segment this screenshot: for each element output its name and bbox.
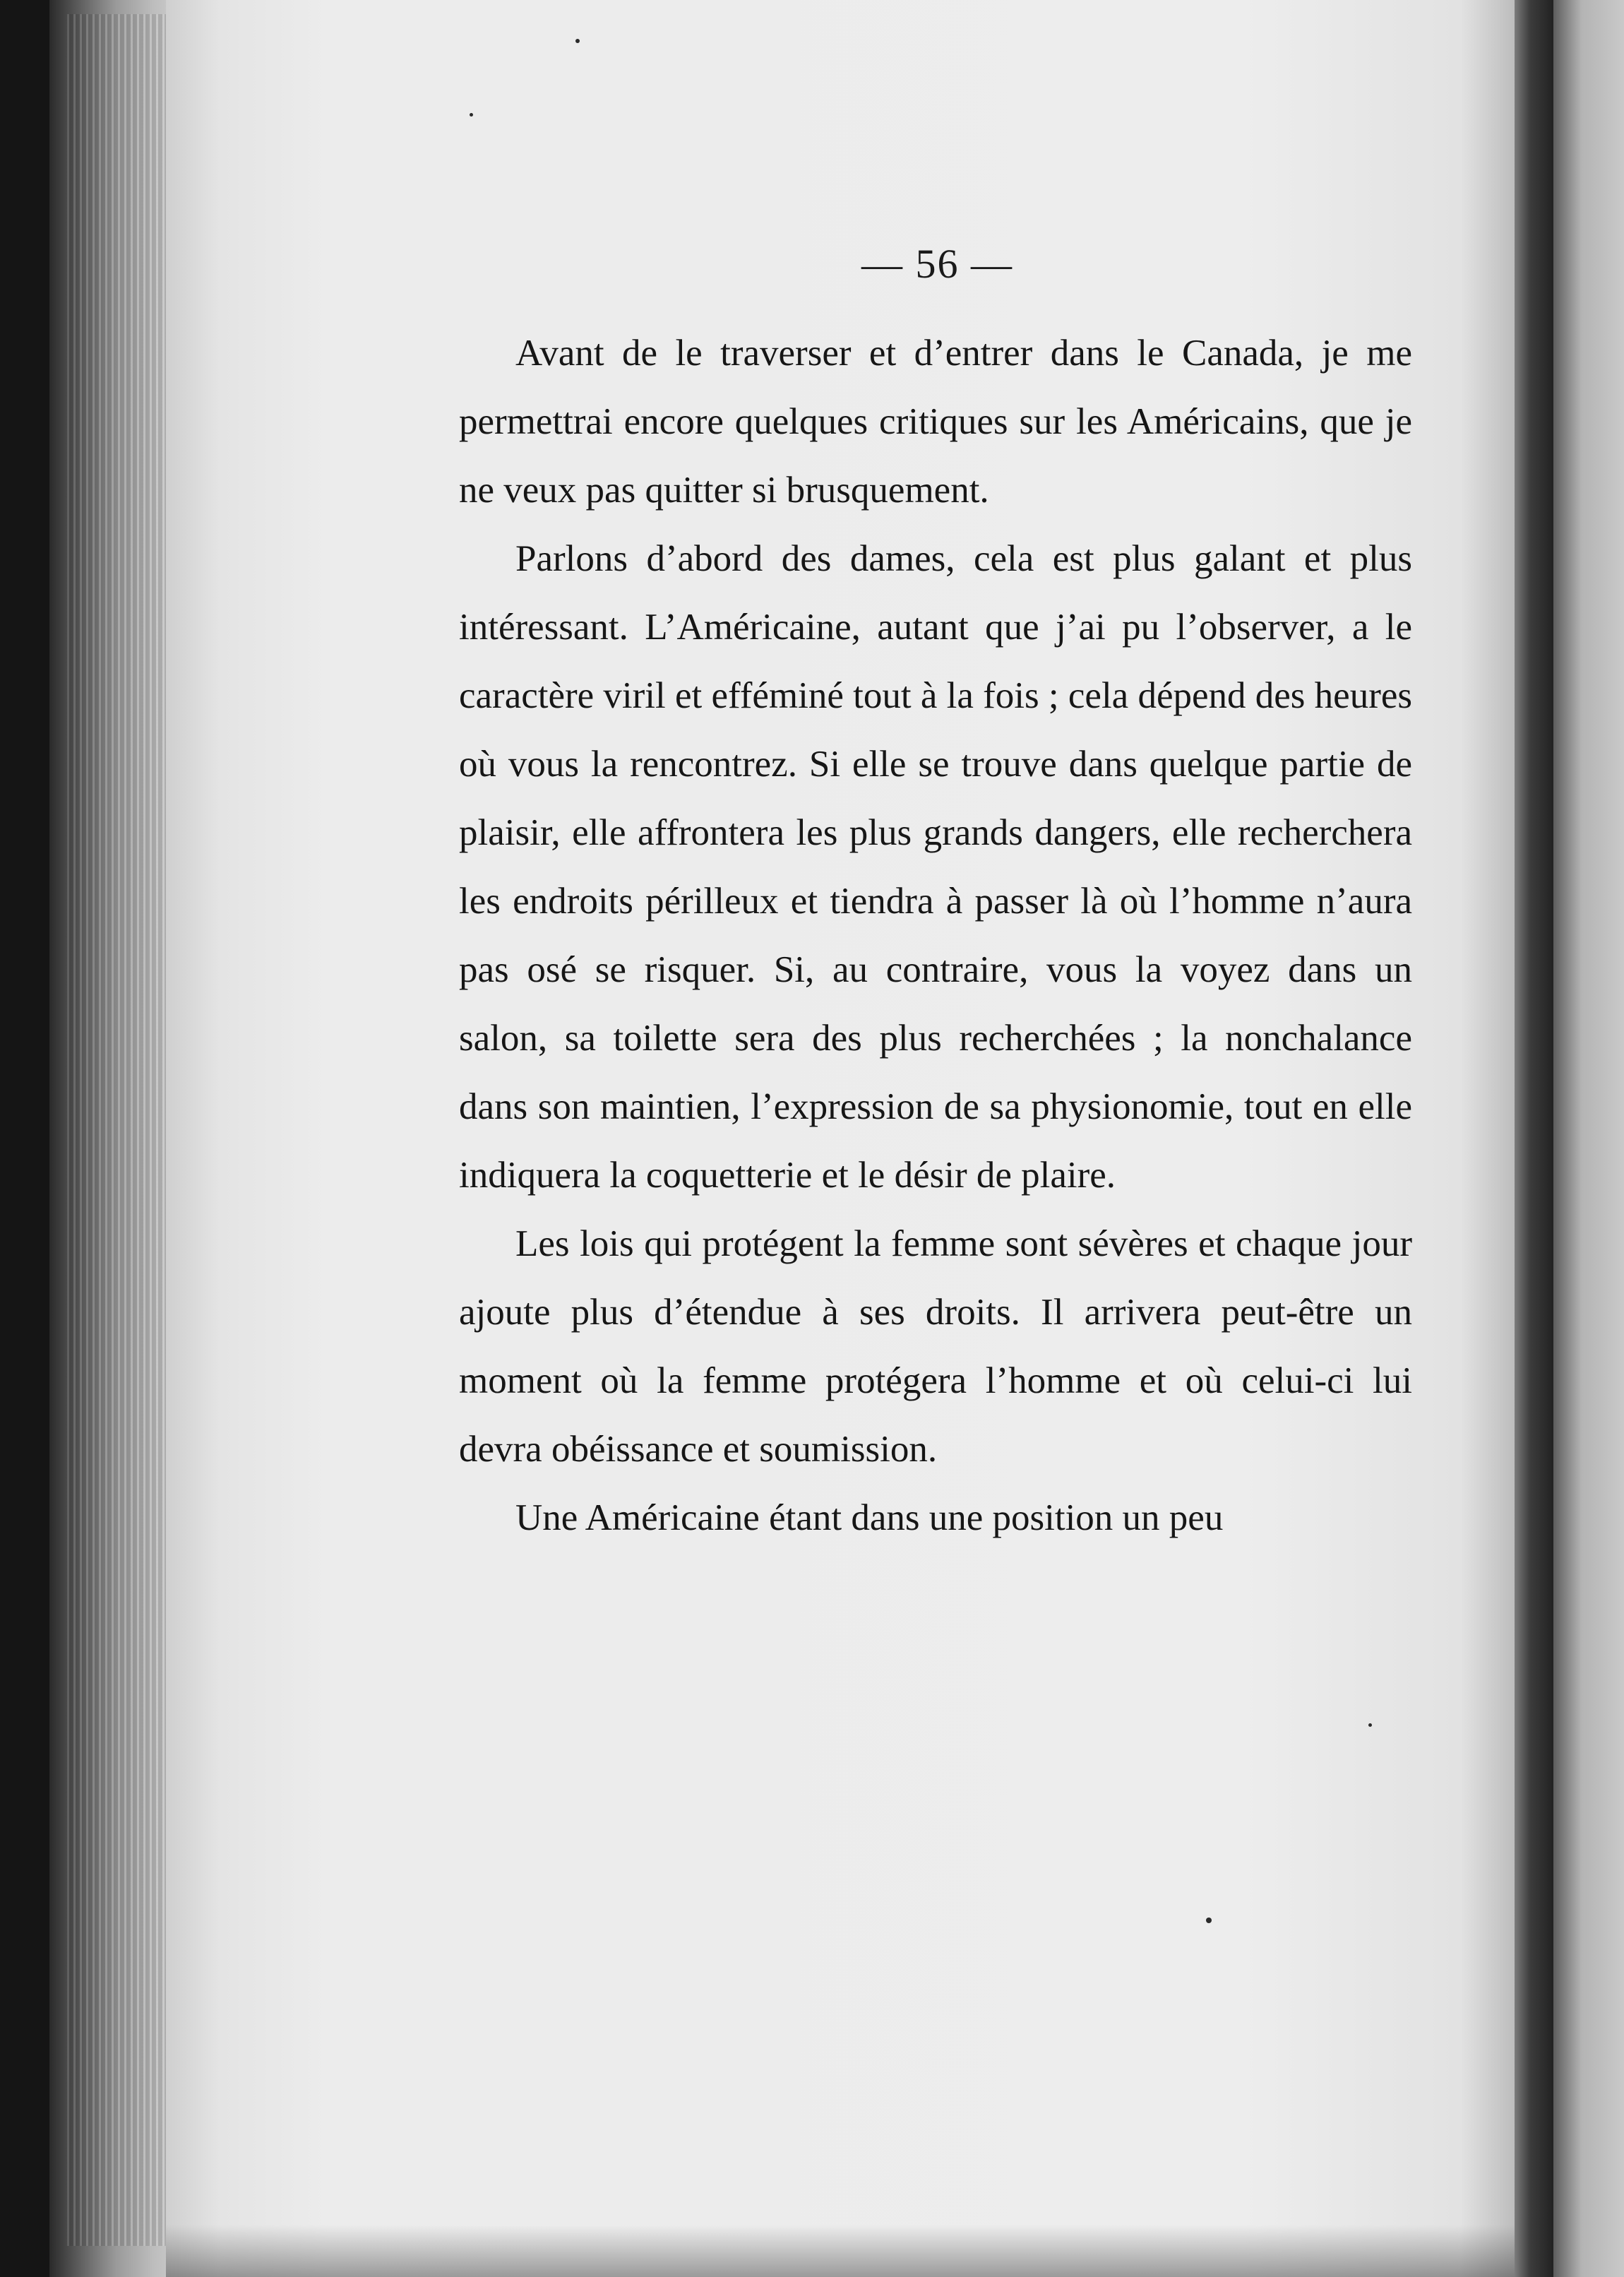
gutter-shadow <box>1515 0 1553 2277</box>
dust-speck <box>1206 1918 1212 1923</box>
paragraph-1: Avant de le traverser et d’entrer dans le Canada, je me permettrai encore quelques critiques sur les Américains, que je ne veux pas quitter si brusquement. <box>459 333 1412 511</box>
body-text <box>459 319 1412 1552</box>
page-edge-lines <box>67 14 173 2246</box>
dust-speck <box>575 39 580 43</box>
paragraph-3: Les lois qui protégent la femme sont sévères et chaque jour ajoute plus d’étendue à ses droits. Il arrivera peut-être un moment où la femme protégera l’homme et où celui-ci lui devra obéissance et soumission. <box>459 1223 1412 1470</box>
dust-speck <box>470 113 473 117</box>
dust-speck <box>1368 1723 1372 1727</box>
bottom-shadow <box>166 2225 1515 2277</box>
page-number: — 56 — <box>861 241 1013 287</box>
paragraph-4: Une Américaine étant dans une position un peu <box>515 1497 1224 1538</box>
facing-page-edge <box>1553 0 1624 2277</box>
paragraph-2: Parlons d’abord des dames, cela est plus galant et plus intéressant. L’Américaine, autant que j’ai pu l’observer, a le caractère viril et efféminé tout à la fois ; cela dépend des heures où vous la rencontrez. Si elle se trouve dans quelque partie de plaisir, elle affrontera les plus grands dangers, elle recherchera les endroits périlleux et tiendra à passer là où l’homme n’aura pas osé se risquer. Si, au contraire, vous la voyez dans un salon, sa toilette sera des plus recherchées ; la nonchalance dans son maintien, l’expression de sa physionomie, tout en elle indiquera la coquetterie et le désir de plaire. <box>459 538 1412 1196</box>
